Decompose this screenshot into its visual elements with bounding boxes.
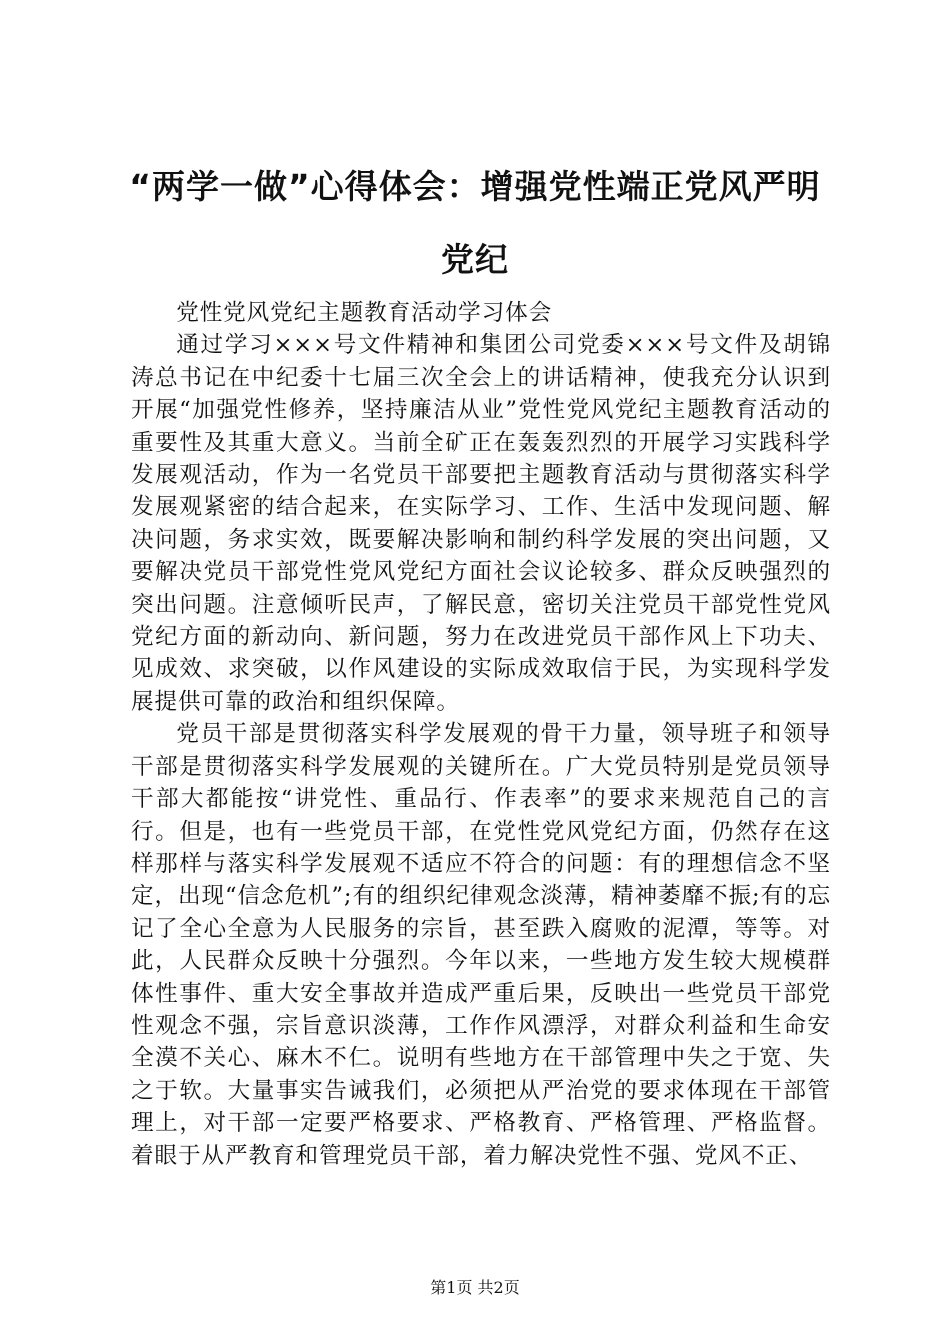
page-footer: 第1页 共2页 (430, 1278, 520, 1297)
body-paragraph: 党员干部是贯彻落实科学发展观的骨干力量，领导班子和领导干部是贯彻落实科学发展观的关键所在。广大党员特别是党员领导干部大都能按“讲党性、重品行、作表率”的要求来规范自己的言行。但是，也有一些党员干部，在党性党风党纪方面，仍然存在这样那样与落实科学发展观不适应不符合的问题：有的理想信念不坚定，出现“信念危机”;有的组织纪律观念淡薄，精神萎靡不振;有的忘记了全心全意为人民服务的宗旨，甚至跌入腐败的泥潭，等等。对此，人民群众反映十分强烈。今年以来，一些地方发生较大规模群体性事件、重大安全事故并造成严重后果，反映出一些党员干部党性观念不强，宗旨意识淡薄，工作作风漂浮，对群众利益和生命安全漠不关心、麻木不仁。说明有些地方在干部管理中失之于宽、失之于软。大量事实告诫我们，必须把从严治党的要求体现在干部管理上，对干部一定要严格要求、严格教育、严格管理、严格监督。着眼于从严教育和管理党员干部，着力解决党性不强、党风不正、 (131, 721, 831, 1169)
body-paragraph: 通过学习×××号文件精神和集团公司党委×××号文件及胡锦涛总书记在中纪委十七届三次全会上的讲话精神，使我充分认识到开展“加强党性修养，坚持廉洁从业”党性党风党纪主题教育活动的重要性及其重大意义。当前全矿正在轰轰烈烈的开展学习实践科学发展观活动，作为一名党员干部要把主题教育活动与贯彻落实科学发展观紧密的结合起来，在实际学习、工作、生活中发现问题、解决问题，务求实效，既要解决影响和制约科学发展的突出问题，又要解决党员干部党性党风党纪方面社会议论较多、群众反映强烈的突出问题。注意倾听民声，了解民意，密切关注党员干部党性党风党纪方面的新动向、新问题，努力在改进党员干部作风上下功夫、见成效、求突破，以作风建设的实际成效取信于民，为实现科学发展提供可靠的政治和组织保障。 (131, 332, 831, 715)
document-title: “两学一做”心得体会：增强党性端正党风严明党纪 (129, 167, 821, 279)
subtitle-paragraph: 党性党风党纪主题教育活动学习体会 (176, 300, 553, 326)
document-body (131, 297, 831, 1172)
